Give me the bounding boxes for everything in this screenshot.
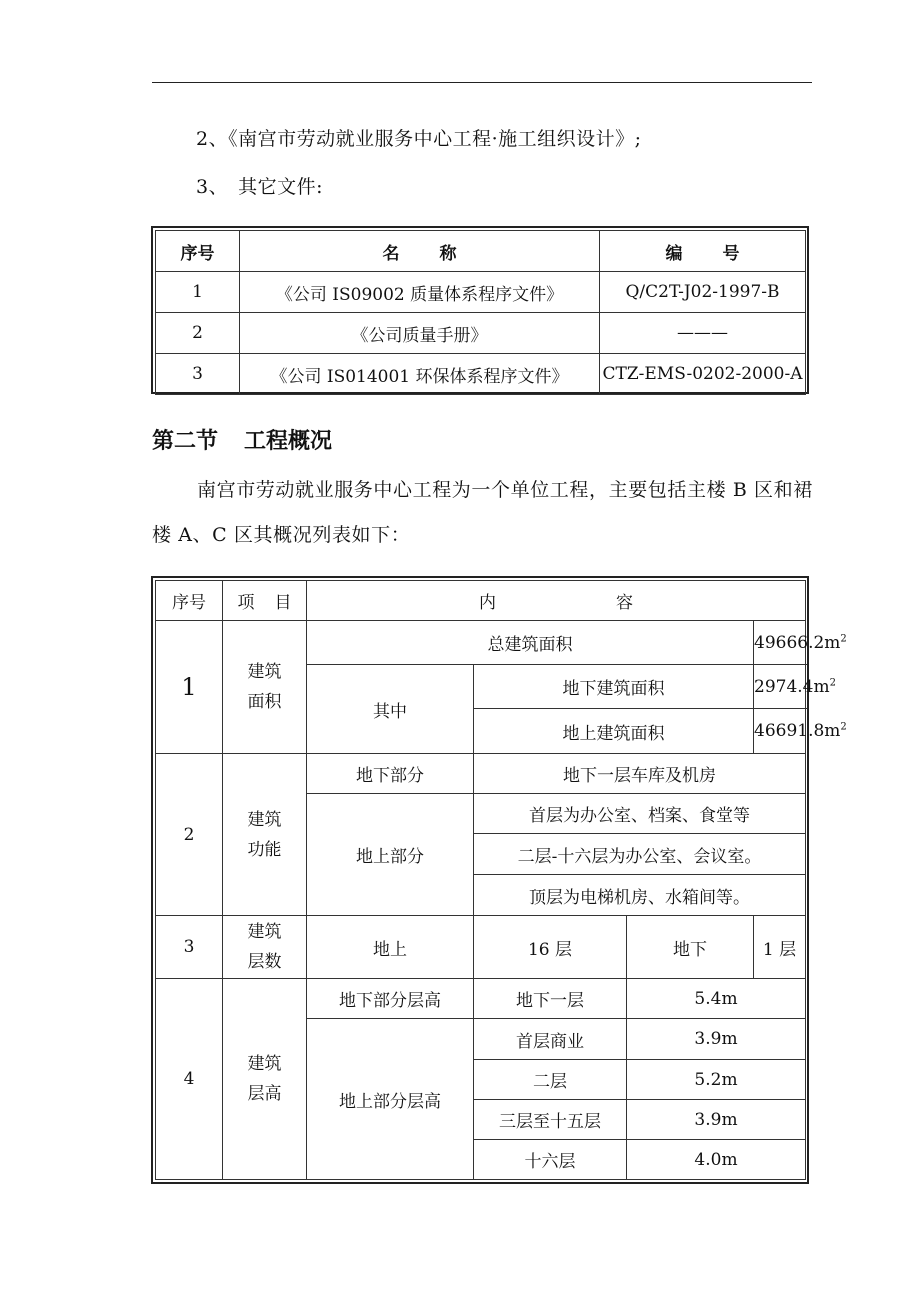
r2-under-text: 地下一层车库及机房 [474, 754, 806, 794]
docs-row-name: 《公司质量手册》 [240, 313, 600, 354]
overview-header [156, 581, 806, 621]
r1-no: 1 [156, 621, 223, 754]
docs-row-no: 3 [156, 354, 240, 395]
r3-item: 建筑 层数 [223, 916, 307, 979]
r4-floor-name: 十六层 [474, 1140, 627, 1180]
table-row [156, 354, 806, 395]
doc-line-2: 2、《南宫市劳动就业服务中心工程·施工组织设计》; [196, 128, 642, 150]
table-row [156, 313, 806, 354]
docs-header-no: 序号 [156, 231, 240, 272]
table-row [156, 979, 806, 1019]
doc-line-3 [196, 172, 323, 199]
overview-header-no: 序号 [156, 581, 223, 621]
docs-header-name: 名 称 [240, 231, 600, 272]
r4-floor-h: 5.2m [627, 1060, 806, 1100]
r1-under-label: 地下建筑面积 [474, 665, 754, 709]
docs-row-name: 《公司 IS09002 质量体系程序文件》 [240, 272, 600, 313]
docs-row-code: ——— [600, 313, 806, 354]
r1-above-label: 地上建筑面积 [474, 709, 754, 754]
overview-header-item: 项 目 [223, 581, 307, 621]
r1-under-value: $2974.4m^2$ [754, 665, 806, 709]
r4-floor-h: 3.9m [627, 1019, 806, 1060]
r3-no: 3 [156, 916, 223, 979]
r1-among: 其中 [307, 665, 474, 754]
docs-row-no: 1 [156, 272, 240, 313]
overview-header-content: 内 容 [307, 581, 806, 621]
line-3-text: 其它文件: [238, 176, 323, 198]
table-row [156, 916, 806, 979]
r4-floor-name: 三层至十五层 [474, 1100, 627, 1140]
r2-under-label: 地下部分 [307, 754, 474, 794]
docs-table [155, 230, 806, 395]
section-title: 第二节 工程概况 [152, 428, 333, 454]
r2-item: 建筑 功能 [223, 754, 307, 916]
docs-row-code: CTZ-EMS-0202-2000-A [600, 354, 806, 395]
r1-total-label: 总建筑面积 [307, 621, 754, 665]
r4-under-label: 地下部分层高 [307, 979, 474, 1019]
r1-item: 建筑 面积 [223, 621, 307, 754]
intro-paragraph: 南宫市劳动就业服务中心工程为一个单位工程，主要包括主楼 B 区和裙楼 A、C 区其概况列表如下： [152, 479, 813, 546]
r4-no: 4 [156, 979, 223, 1180]
docs-row-code: Q/C2T-J02-1997-B [600, 272, 806, 313]
line-3-number: 3、 [196, 176, 229, 198]
docs-row-no: 2 [156, 313, 240, 354]
r4-under-h: 5.4m [627, 979, 806, 1019]
r4-above-label: 地上部分层高 [307, 1019, 474, 1180]
docs-row-name: 《公司 IS014001 环保体系程序文件》 [240, 354, 600, 395]
r3-above: 地上 [307, 916, 474, 979]
table-row [156, 272, 806, 313]
r3-under: 地下 [627, 916, 754, 979]
r4-floor-name: 二层 [474, 1060, 627, 1100]
r2-above-2: 二层-十六层为办公室、会议室。 [474, 834, 806, 875]
header-rule [152, 82, 812, 83]
r4-item: 建筑 层高 [223, 979, 307, 1180]
r1-above-value: $46691.8m^2$ [754, 709, 806, 754]
r3-under-floors: 1 层 [754, 916, 806, 979]
table-row [156, 621, 806, 665]
r1-total-value: $49666.2m^2$ [754, 621, 806, 665]
r2-no: 2 [156, 754, 223, 916]
r4-floor-name: 首层商业 [474, 1019, 627, 1060]
r3-above-floors: 16 层 [474, 916, 627, 979]
r2-above-label: 地上部分 [307, 794, 474, 916]
docs-header-code: 编 号 [600, 231, 806, 272]
overview-table [155, 580, 847, 1180]
r4-floor-h: 3.9m [627, 1100, 806, 1140]
r4-under-name: 地下一层 [474, 979, 627, 1019]
r2-above-1: 首层为办公室、档案、食堂等 [474, 794, 806, 834]
r2-above-3: 顶层为电梯机房、水箱间等。 [474, 875, 806, 916]
table-row [156, 754, 806, 794]
r4-floor-h: 4.0m [627, 1140, 806, 1180]
docs-table-header [156, 231, 806, 272]
